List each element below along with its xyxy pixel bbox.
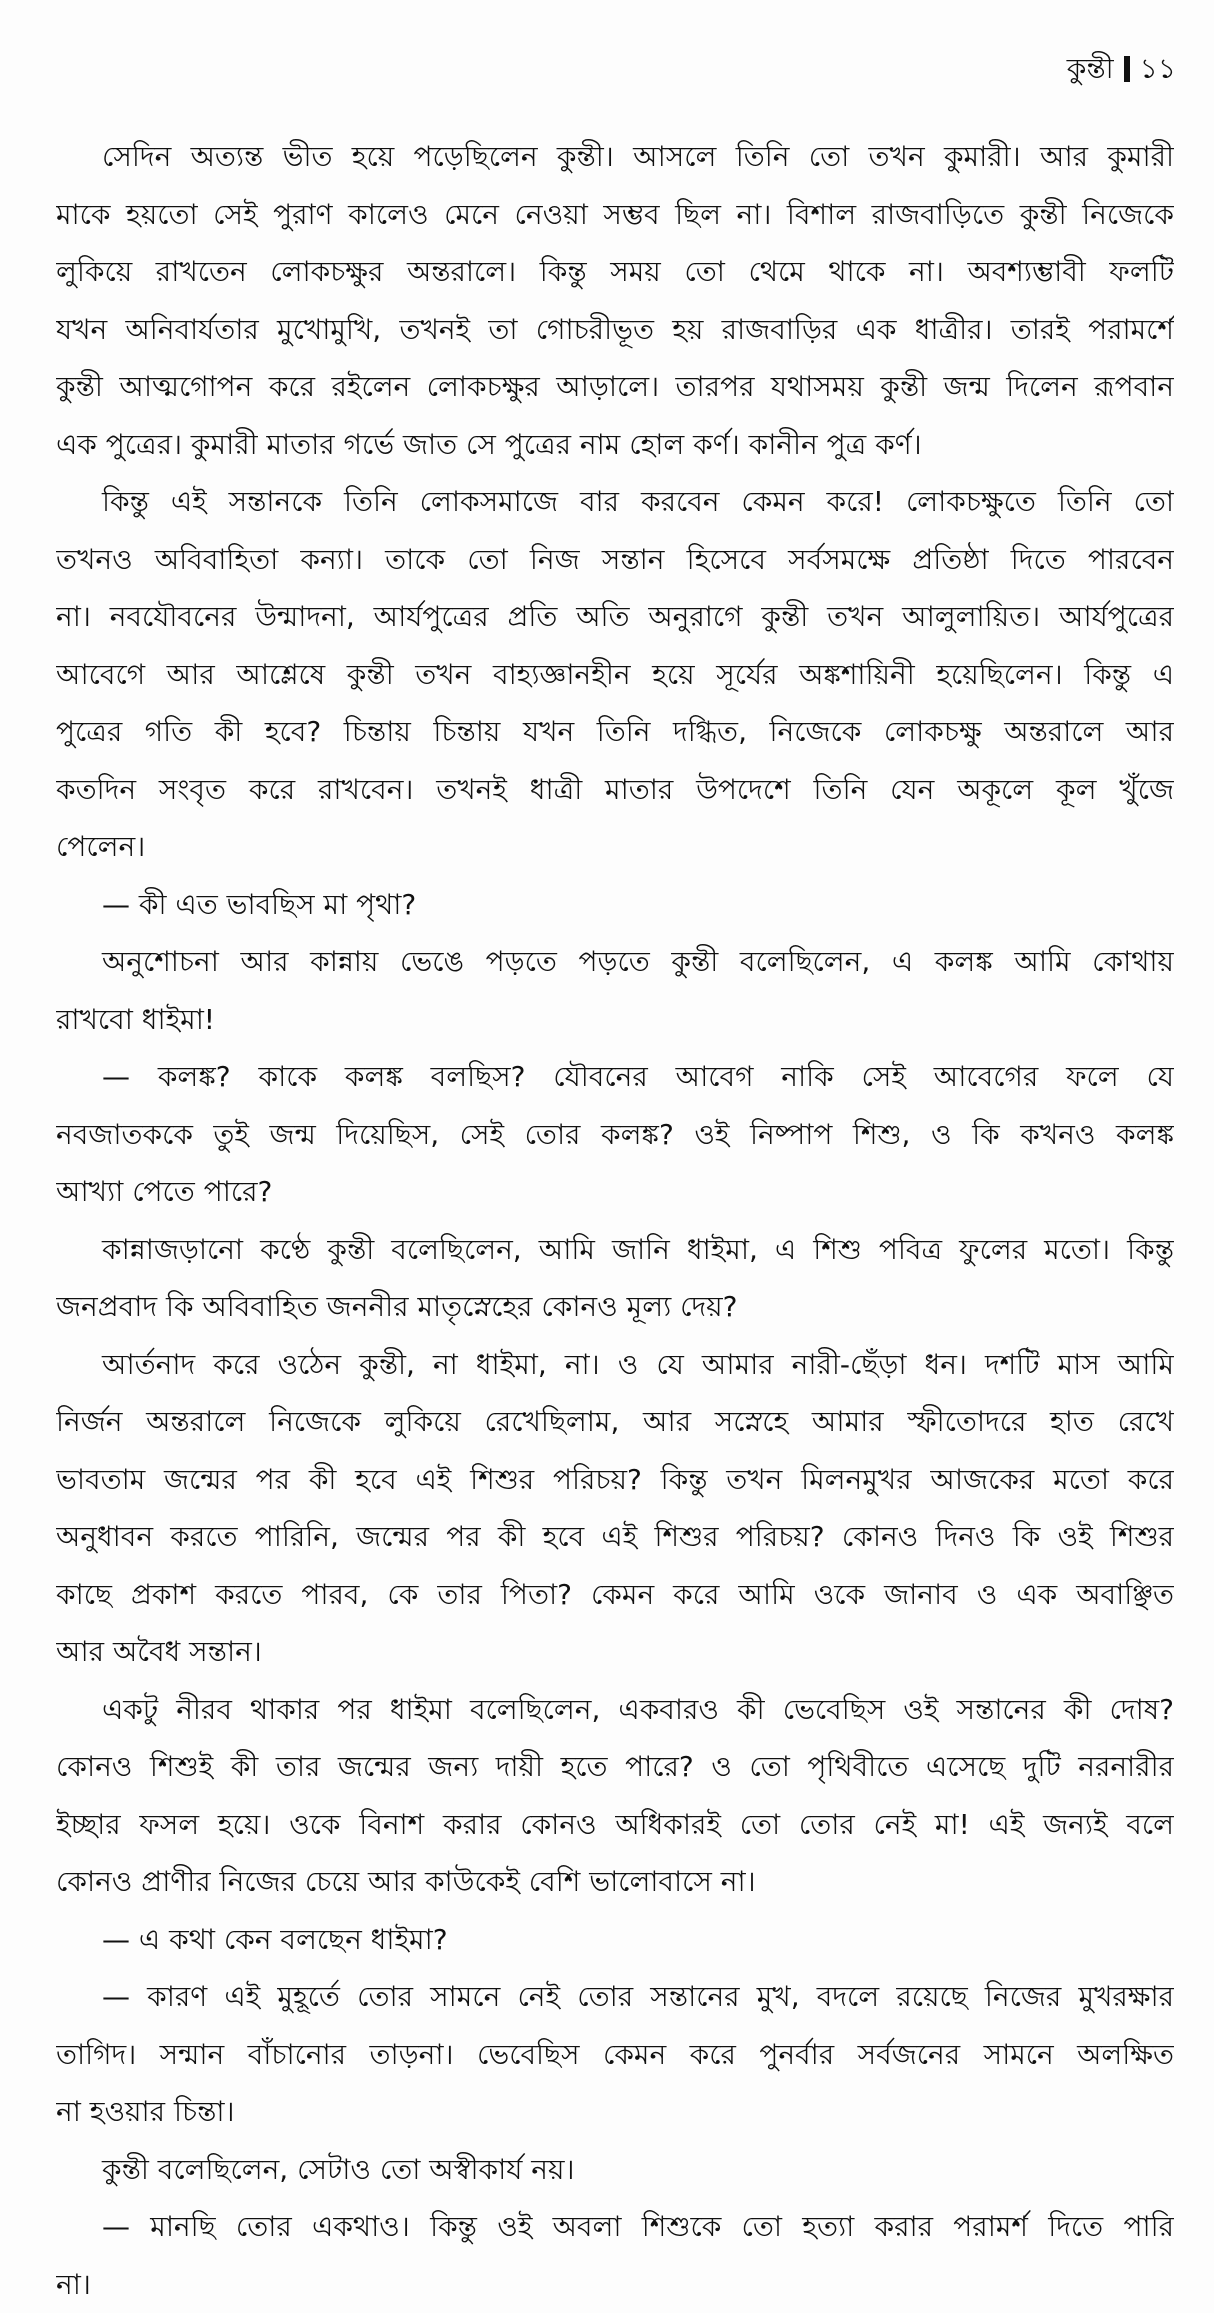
text-line: কতদিন সংবৃত করে রাখবেন। তখনই ধাত্রী মাতার উপদেশে তিনি যেন অকূলে কূল খুঁজে	[56, 761, 1174, 819]
text-line: আখ্যা পেতে পারে?	[56, 1163, 1174, 1221]
text-line: একটু নীরব থাকার পর ধাইমা বলেছিলেন, একবারও কী ভেবেছিস ওই সন্তানের কী দোষ?	[56, 1681, 1174, 1739]
text-line: না।	[56, 2256, 1174, 2313]
text-line: জনপ্রবাদ কি অবিবাহিত জননীর মাতৃস্নেহের কোনও মূল্য দেয়?	[56, 1278, 1174, 1336]
text-line: অনুধাবন করতে পারিনি, জন্মের পর কী হবে এই শিশুর পরিচয়? কোনও দিনও কি ওই শিশুর	[56, 1508, 1174, 1566]
text-line: আর অবৈধ সন্তান।	[56, 1623, 1174, 1681]
text-line: তাগিদ। সন্মান বাঁচানোর তাড়না। ভেবেছিস কেমন করে পুনর্বার সর্বজনের সামনে অলক্ষিত	[56, 2026, 1174, 2084]
text-line: না। নবযৌবনের উন্মাদনা, আর্যপুত্রের প্রতি অতি অনুরাগে কুন্তী তখন আলুলায়িত। আর্যপুত্রের	[56, 588, 1174, 646]
text-line: কোনও শিশুই কী তার জন্মের জন্য দায়ী হতে পারে? ও তো পৃথিবীতে এসেছে দুটি নরনারীর	[56, 1738, 1174, 1796]
text-line: রাখবো ধাইমা!	[56, 991, 1174, 1049]
text-line: কুন্তী বলেছিলেন, সেটাও তো অস্বীকার্য নয়।	[56, 2141, 1174, 2199]
text-line: পুত্রের গতি কী হবে? চিন্তায় চিন্তায় যখন তিনি দগ্ধিত, নিজেকে লোকচক্ষু অন্তরালে আর	[56, 703, 1174, 761]
text-line: এক পুত্রের। কুমারী মাতার গর্ভে জাত সে পুত্রের নাম হোল কর্ণ। কানীন পুত্র কর্ণ।	[56, 416, 1174, 474]
text-line: যখন অনিবার্যতার মুখোমুখি, তখনই তা গোচরীভূত হয় রাজবাড়ির এক ধাত্রীর। তারই পরামর্শে	[56, 301, 1174, 359]
text-line: কুন্তী আত্মগোপন করে রইলেন লোকচক্ষুর আড়ালে। তারপর যথাসময় কুন্তী জন্ম দিলেন রূপবান	[56, 358, 1174, 416]
text-line: নবজাতককে তুই জন্ম দিয়েছিস, সেই তোর কলঙ্ক? ওই নিষ্পাপ শিশু, ও কি কখনও কলঙ্ক	[56, 1106, 1174, 1164]
text-line: কিন্তু এই সন্তানকে তিনি লোকসমাজে বার করবেন কেমন করে! লোকচক্ষুতে তিনি তো	[56, 473, 1174, 531]
text-line: কান্নাজড়ানো কণ্ঠে কুন্তী বলেছিলেন, আমি জানি ধাইমা, এ শিশু পবিত্র ফুলের মতো। কিন্তু	[56, 1221, 1174, 1279]
text-line: লুকিয়ে রাখতেন লোকচক্ষুর অন্তরালে। কিন্তু সময় তো থেমে থাকে না। অবশ্যম্ভাবী ফলটি	[56, 243, 1174, 301]
text-line: মাকে হয়তো সেই পুরাণ কালেও মেনে নেওয়া সম্ভব ছিল না। বিশাল রাজবাড়িতে কুন্তী নিজেকে	[56, 186, 1174, 244]
dialogue-line: — এ কথা কেন বলছেন ধাইমা?	[56, 1911, 1174, 1969]
body-text	[56, 128, 1174, 2313]
text-line: নির্জন অন্তরালে নিজেকে লুকিয়ে রেখেছিলাম, আর সস্নেহে আমার স্ফীতোদরে হাত রেখে	[56, 1393, 1174, 1451]
dialogue-line: — কী এত ভাবছিস মা পৃথা?	[56, 876, 1174, 934]
dialogue-line: — মানছি তোর একথাও। কিন্তু ওই অবলা শিশুকে তো হত্যা করার পরামর্শ দিতে পারি	[56, 2198, 1174, 2256]
page-number: ১১	[1140, 52, 1176, 86]
text-line: না হওয়ার চিন্তা।	[56, 2083, 1174, 2141]
chapter-title: কুন্তী	[1067, 52, 1114, 86]
dialogue-line: — কলঙ্ক? কাকে কলঙ্ক বলছিস? যৌবনের আবেগ নাকি সেই আবেগের ফলে যে	[56, 1048, 1174, 1106]
dialogue-line: — কারণ এই মুহূর্তে তোর সামনে নেই তোর সন্তানের মুখ, বদলে রয়েছে নিজের মুখরক্ষার	[56, 1968, 1174, 2026]
text-line: আর্তনাদ করে ওঠেন কুন্তী, না ধাইমা, না। ও যে আমার নারী-ছেঁড়া ধন। দশটি মাস আমি	[56, 1336, 1174, 1394]
text-line: ইচ্ছার ফসল হয়ে। ওকে বিনাশ করার কোনও অধিকারই তো তোর নেই মা! এই জন্যই বলে	[56, 1796, 1174, 1854]
text-line: পেলেন।	[56, 818, 1174, 876]
text-line: অনুশোচনা আর কান্নায় ভেঙে পড়তে পড়তে কুন্তী বলেছিলেন, এ কলঙ্ক আমি কোথায়	[56, 933, 1174, 991]
text-line: কাছে প্রকাশ করতে পারব, কে তার পিতা? কেমন করে আমি ওকে জানাব ও এক অবাঞ্ছিত	[56, 1566, 1174, 1624]
text-line: সেদিন অত্যন্ত ভীত হয়ে পড়েছিলেন কুন্তী। আসলে তিনি তো তখন কুমারী। আর কুমারী	[56, 128, 1174, 186]
running-header	[1067, 52, 1176, 86]
text-line: ভাবতাম জন্মের পর কী হবে এই শিশুর পরিচয়? কিন্তু তখন মিলনমুখর আজকের মতো করে	[56, 1451, 1174, 1509]
text-line: তখনও অবিবাহিতা কন্যা। তাকে তো নিজ সন্তান হিসেবে সর্বসমক্ষে প্রতিষ্ঠা দিতে পারবেন	[56, 531, 1174, 589]
header-separator-bar	[1124, 56, 1130, 82]
text-line: কোনও প্রাণীর নিজের চেয়ে আর কাউকেই বেশি ভালোবাসে না।	[56, 1853, 1174, 1911]
text-line: আবেগে আর আশ্লেষে কুন্তী তখন বাহ্যজ্ঞানহীন হয়ে সূর্যের অঙ্কশায়িনী হয়েছিলেন। কিন্তু এ	[56, 646, 1174, 704]
